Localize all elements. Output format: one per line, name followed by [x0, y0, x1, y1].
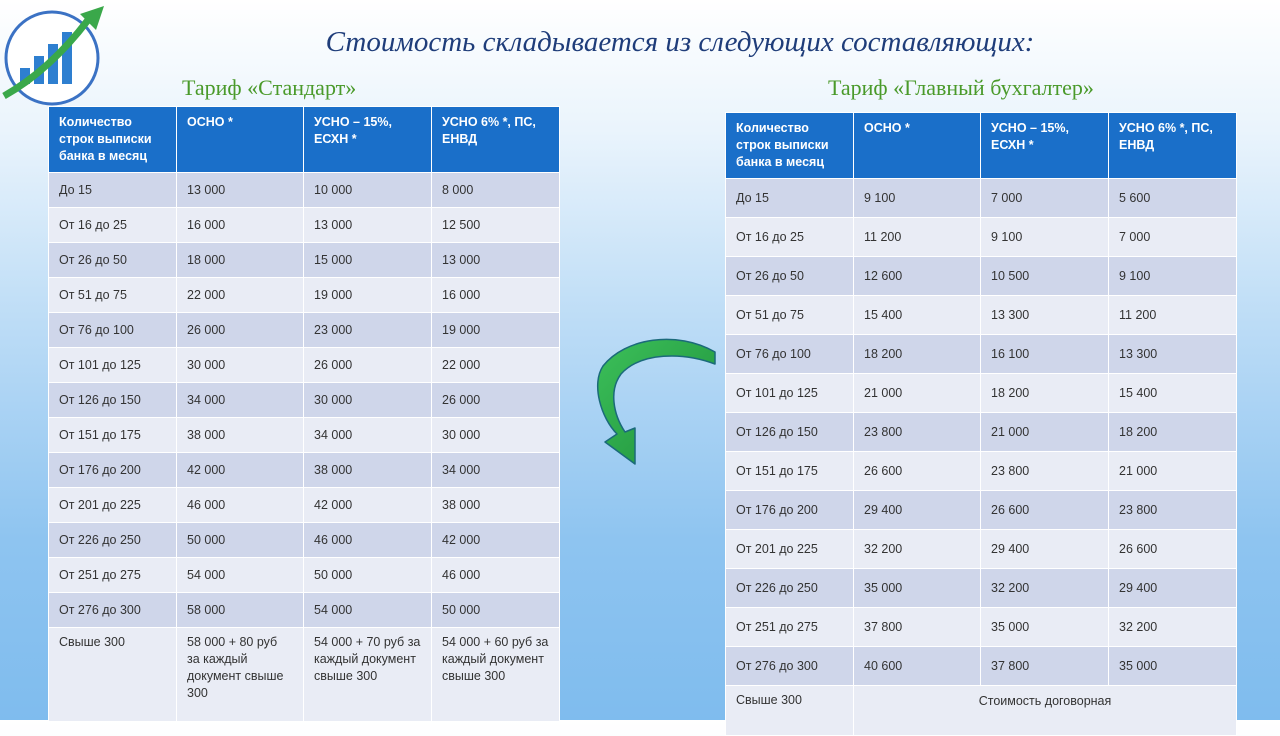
table-cell: 38 000	[432, 488, 560, 523]
table-cell: 46 000	[432, 558, 560, 593]
table-cell: 22 000	[432, 348, 560, 383]
table-row	[726, 569, 1237, 608]
table-cell: Свыше 300	[726, 686, 854, 736]
table-cell: От 101 до 125	[49, 348, 177, 383]
table-cell: 50 000	[432, 593, 560, 628]
table-cell: 16 100	[981, 335, 1109, 374]
table-cell: 19 000	[432, 313, 560, 348]
table-cell: От 276 до 300	[49, 593, 177, 628]
table-row	[49, 628, 560, 722]
table-row	[726, 452, 1237, 491]
table-cell: 8 000	[432, 173, 560, 208]
table-cell: 10 000	[304, 173, 432, 208]
table-cell: 34 000	[432, 453, 560, 488]
table-cell: От 126 до 150	[726, 413, 854, 452]
table-cell: 35 000	[854, 569, 981, 608]
table-cell: 32 200	[1109, 608, 1237, 647]
table-cell: 42 000	[177, 453, 304, 488]
table-row	[726, 218, 1237, 257]
table-cell: От 51 до 75	[49, 278, 177, 313]
table-header-row	[726, 113, 1237, 179]
table-cell: 54 000 + 70 руб за каждый документ свыше 300	[304, 628, 432, 722]
table-cell: 29 400	[854, 491, 981, 530]
table-cell: Свыше 300	[49, 628, 177, 722]
table-cell: От 151 до 175	[49, 418, 177, 453]
table-cell: От 151 до 175	[726, 452, 854, 491]
negotiable-price-cell: Стоимость договорная	[854, 686, 1237, 736]
table-cell: 37 800	[981, 647, 1109, 686]
table-cell: 7 000	[1109, 218, 1237, 257]
table-cell: От 76 до 100	[726, 335, 854, 374]
table-cell: 11 200	[854, 218, 981, 257]
table-cell: От 16 до 25	[49, 208, 177, 243]
table-cell: От 251 до 275	[726, 608, 854, 647]
table-cell: 16 000	[177, 208, 304, 243]
table-cell: От 176 до 200	[726, 491, 854, 530]
table-cell: От 251 до 275	[49, 558, 177, 593]
table-cell: 23 800	[854, 413, 981, 452]
table-cell: 15 400	[1109, 374, 1237, 413]
table-cell: 32 200	[981, 569, 1109, 608]
table-cell: 58 000 + 80 руб за каждый документ свыше 300	[177, 628, 304, 722]
table-cell: 37 800	[854, 608, 981, 647]
table-row	[49, 593, 560, 628]
table-cell: От 16 до 25	[726, 218, 854, 257]
table-row	[726, 374, 1237, 413]
table-row	[49, 383, 560, 418]
table-cell: От 176 до 200	[49, 453, 177, 488]
table-cell: От 226 до 250	[726, 569, 854, 608]
table-cell: 13 300	[1109, 335, 1237, 374]
table-cell: 26 000	[304, 348, 432, 383]
table-cell: 26 000	[177, 313, 304, 348]
header-usno-15: УСНО – 15%, ЕСХН *	[304, 107, 432, 173]
table-cell: 34 000	[304, 418, 432, 453]
table-row	[49, 278, 560, 313]
table-row	[49, 453, 560, 488]
table-row	[49, 523, 560, 558]
table-cell: 9 100	[981, 218, 1109, 257]
table-cell: 26 600	[854, 452, 981, 491]
table-cell: 21 000	[1109, 452, 1237, 491]
table-cell: 46 000	[177, 488, 304, 523]
table-cell: 50 000	[177, 523, 304, 558]
table-cell: 34 000	[177, 383, 304, 418]
table-cell: 38 000	[304, 453, 432, 488]
table-cell: 18 200	[1109, 413, 1237, 452]
table-cell: 23 800	[981, 452, 1109, 491]
table-cell: 30 000	[177, 348, 304, 383]
table-header-row	[49, 107, 560, 173]
table-row	[49, 348, 560, 383]
header-osno: ОСНО *	[854, 113, 981, 179]
table-cell: 58 000	[177, 593, 304, 628]
standard-price-table	[48, 106, 560, 722]
table-cell: От 201 до 225	[49, 488, 177, 523]
table-cell: 18 200	[981, 374, 1109, 413]
table-cell: 16 000	[432, 278, 560, 313]
table-cell: 40 600	[854, 647, 981, 686]
table-row	[49, 558, 560, 593]
table-cell: 42 000	[432, 523, 560, 558]
table-cell: 5 600	[1109, 179, 1237, 218]
table-cell: 10 500	[981, 257, 1109, 296]
table-cell: 12 500	[432, 208, 560, 243]
table-row	[726, 257, 1237, 296]
table-row	[726, 647, 1237, 686]
tariff-standard-title: Тариф «Стандарт»	[182, 75, 357, 100]
table-cell: 29 400	[1109, 569, 1237, 608]
curved-arrow-icon	[585, 330, 725, 470]
table-row	[726, 491, 1237, 530]
table-cell: 18 000	[177, 243, 304, 278]
table-cell: 13 000	[304, 208, 432, 243]
table-cell: От 226 до 250	[49, 523, 177, 558]
table-cell: 30 000	[304, 383, 432, 418]
table-cell: 35 000	[1109, 647, 1237, 686]
header-rows-count: Количество строк выписки банка в месяц	[49, 107, 177, 173]
table-cell: От 76 до 100	[49, 313, 177, 348]
table-cell: 54 000	[304, 593, 432, 628]
table-cell: От 101 до 125	[726, 374, 854, 413]
table-cell: До 15	[49, 173, 177, 208]
table-row	[49, 208, 560, 243]
table-cell: От 276 до 300	[726, 647, 854, 686]
growth-chart-logo-icon	[0, 0, 108, 108]
table-cell: 19 000	[304, 278, 432, 313]
table-cell: 13 300	[981, 296, 1109, 335]
table-cell: До 15	[726, 179, 854, 218]
tariff-chief-accountant-title: Тариф «Главный бухгалтер»	[828, 75, 1094, 100]
header-usno-6: УСНО 6% *, ПС, ЕНВД	[1109, 113, 1237, 179]
table-row	[49, 173, 560, 208]
table-cell: От 26 до 50	[726, 257, 854, 296]
table-cell: 42 000	[304, 488, 432, 523]
table-cell: 23 000	[304, 313, 432, 348]
table-row	[726, 413, 1237, 452]
page-title: Стоимость складывается из следующих составляющих:	[325, 26, 1035, 58]
table-cell: 18 200	[854, 335, 981, 374]
table-row	[49, 488, 560, 523]
table-cell: От 26 до 50	[49, 243, 177, 278]
header-rows-count: Количество строк выписки банка в месяц	[726, 113, 854, 179]
table-cell: 7 000	[981, 179, 1109, 218]
table-cell: 30 000	[432, 418, 560, 453]
table-cell: 26 600	[981, 491, 1109, 530]
table-row	[49, 418, 560, 453]
table-cell: 9 100	[1109, 257, 1237, 296]
header-usno-15: УСНО – 15%, ЕСХН *	[981, 113, 1109, 179]
table-cell: 38 000	[177, 418, 304, 453]
table-cell: 11 200	[1109, 296, 1237, 335]
table-row	[49, 243, 560, 278]
table-row	[726, 530, 1237, 569]
table-cell: 54 000	[177, 558, 304, 593]
table-cell: 29 400	[981, 530, 1109, 569]
table-cell: 21 000	[981, 413, 1109, 452]
table-cell: 23 800	[1109, 491, 1237, 530]
table-cell: 12 600	[854, 257, 981, 296]
table-cell: 54 000 + 60 руб за каждый документ свыше 300	[432, 628, 560, 722]
chief-accountant-price-table	[725, 112, 1237, 736]
header-usno-6: УСНО 6% *, ПС, ЕНВД	[432, 107, 560, 173]
table-cell: 32 200	[854, 530, 981, 569]
table-cell: 13 000	[432, 243, 560, 278]
table-cell: 26 600	[1109, 530, 1237, 569]
table-cell: 35 000	[981, 608, 1109, 647]
table-row	[726, 686, 1237, 736]
table-row	[726, 179, 1237, 218]
table-cell: 9 100	[854, 179, 981, 218]
table-cell: 13 000	[177, 173, 304, 208]
table-cell: 15 000	[304, 243, 432, 278]
table-row	[49, 313, 560, 348]
table-cell: 22 000	[177, 278, 304, 313]
table-row	[726, 296, 1237, 335]
table-cell: 26 000	[432, 383, 560, 418]
table-cell: 15 400	[854, 296, 981, 335]
header-osno: ОСНО *	[177, 107, 304, 173]
table-cell: 46 000	[304, 523, 432, 558]
table-cell: От 201 до 225	[726, 530, 854, 569]
table-cell: От 126 до 150	[49, 383, 177, 418]
table-cell: От 51 до 75	[726, 296, 854, 335]
table-cell: 50 000	[304, 558, 432, 593]
table-row	[726, 608, 1237, 647]
table-row	[726, 335, 1237, 374]
table-cell: 21 000	[854, 374, 981, 413]
